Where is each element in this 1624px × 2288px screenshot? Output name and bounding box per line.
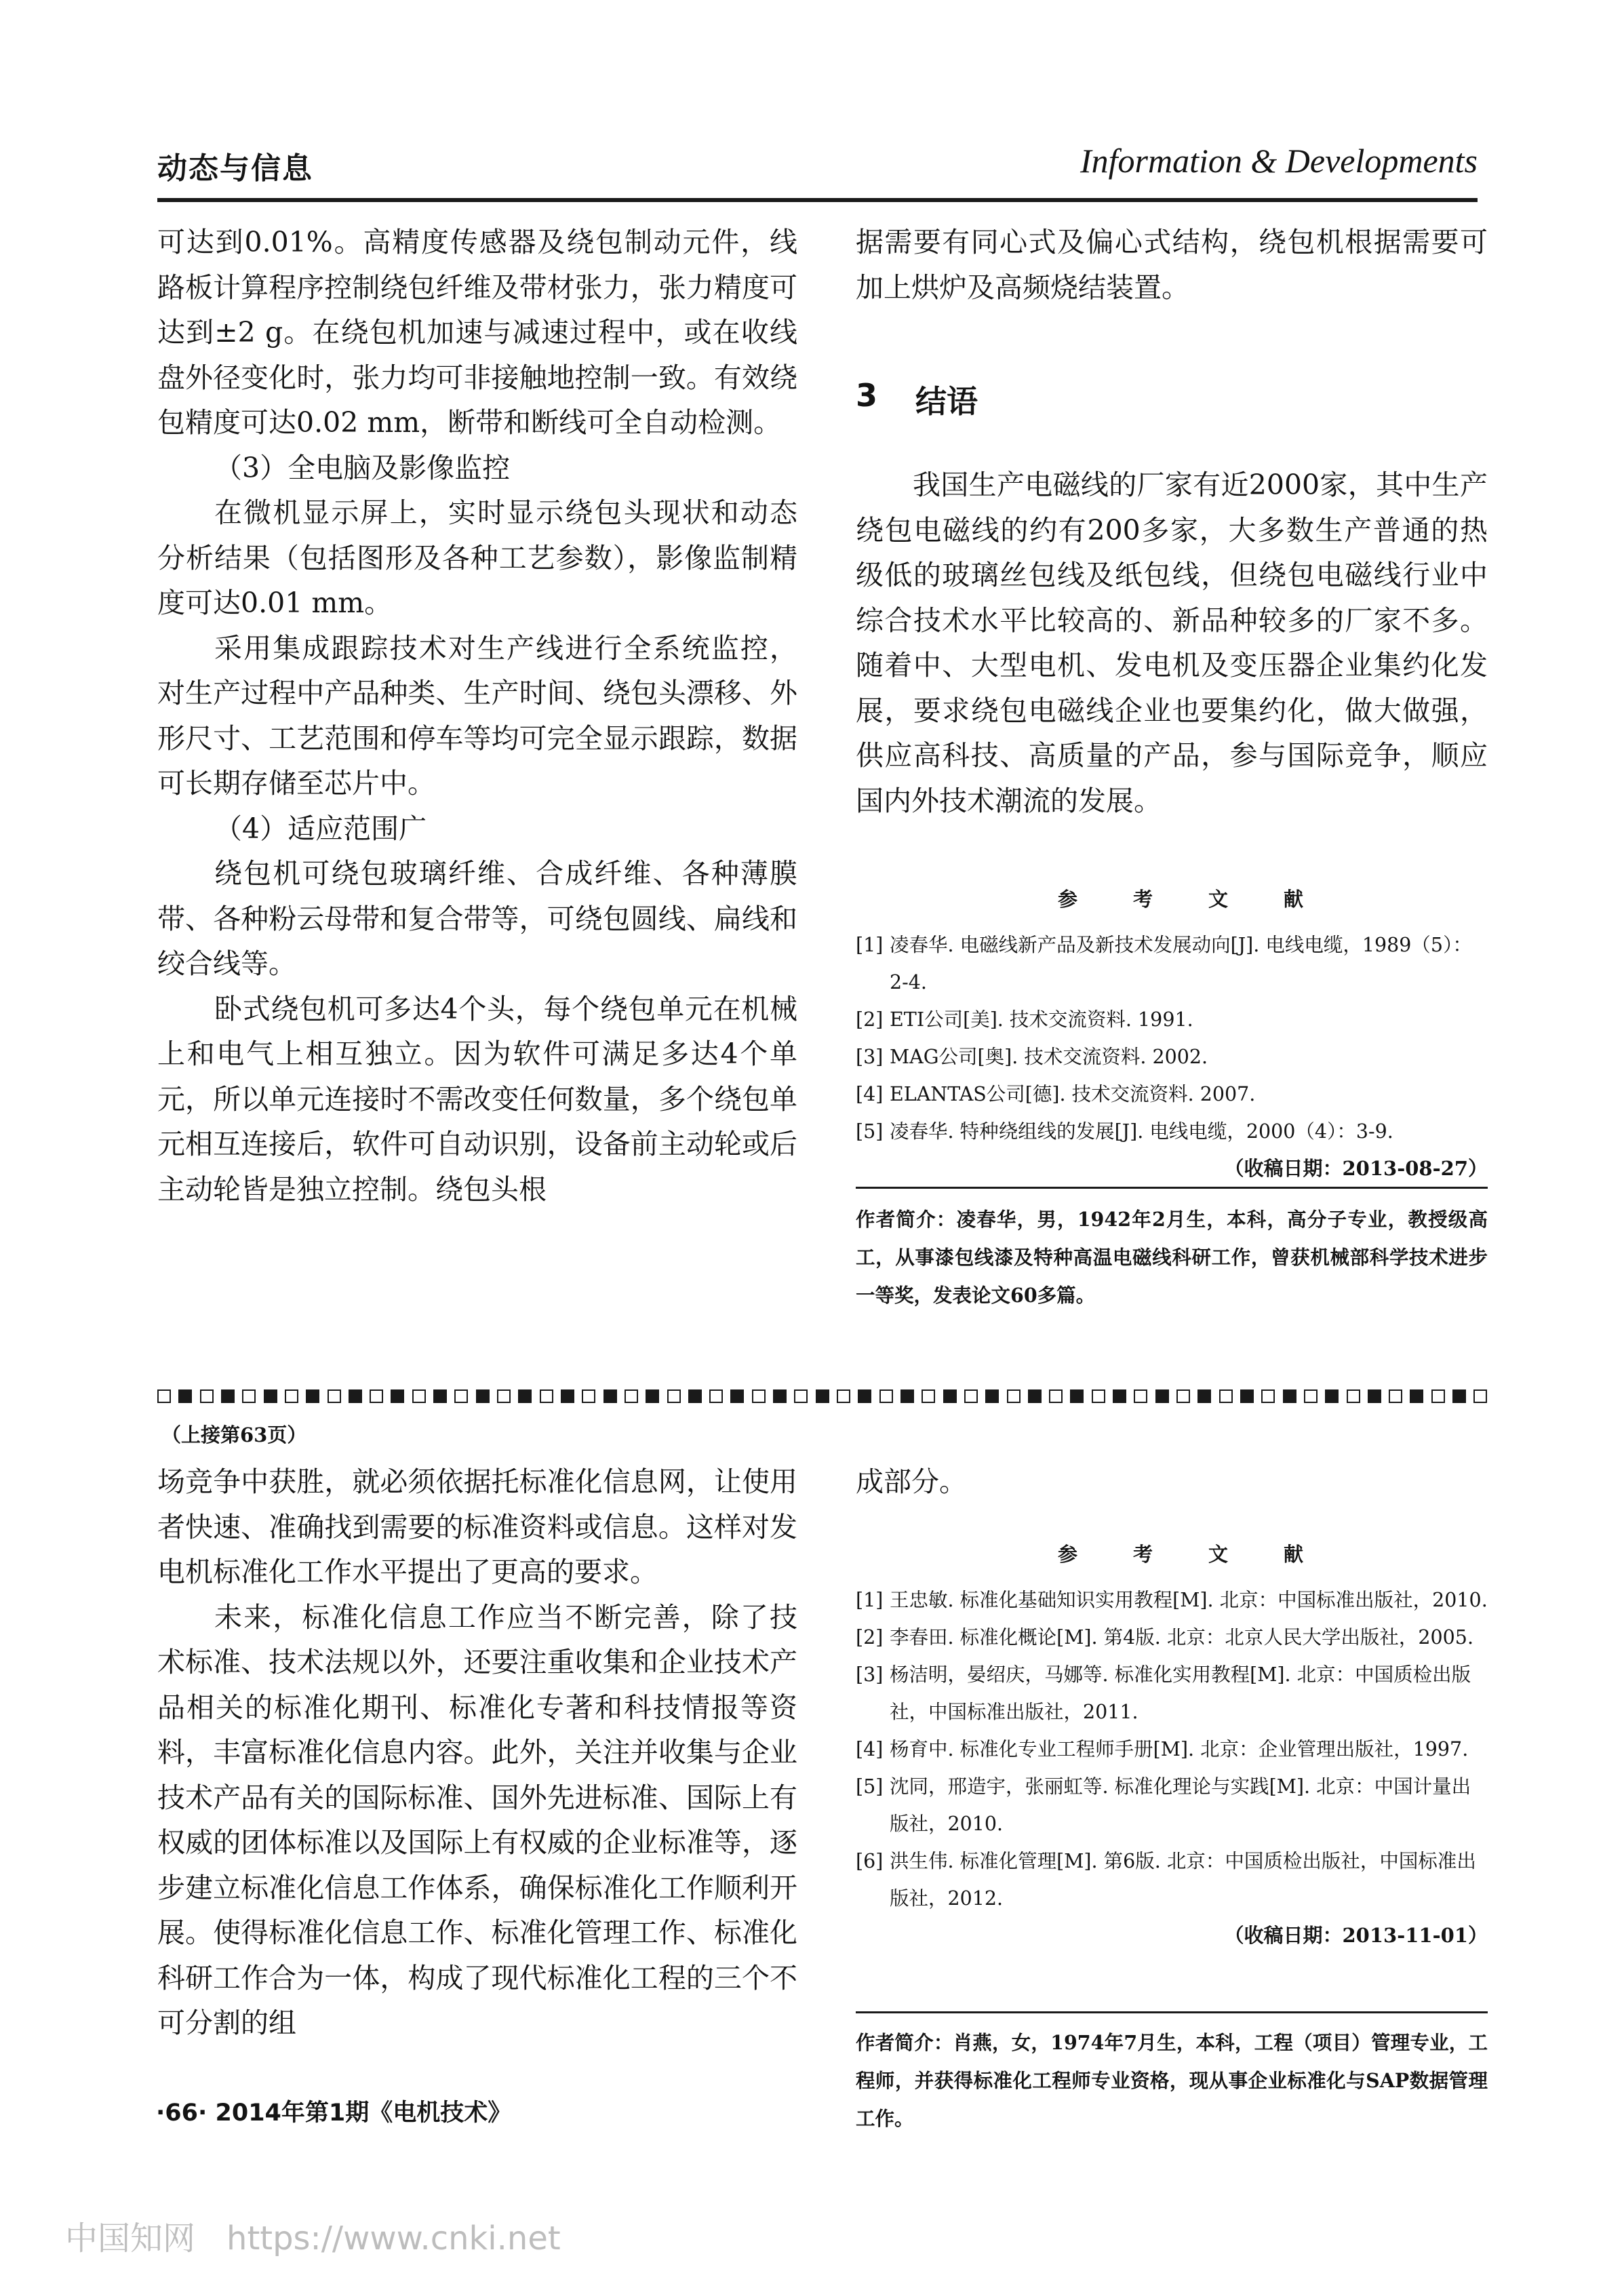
references-list bbox=[856, 1581, 1488, 1954]
paragraph: 未来，标准化信息工作应当不断完善，除了技术标准、技术法规以外，还要注重收集和企业技术产品相关的标准化期刊、标准化专著和科技情报等资料，丰富标准化信息内容。此外，关注并收集与企业技术产品有关的国际标准、国外先进标准、国际上有权威的团体标准以及国际上有权威的企业标准等，逐步建立标准化信息工作体系，确保标准化工作顺利开展。使得标准化信息工作、标准化管理工作、标准化科研工作合为一体，构成了现代标准化工程的三个不可分割的组 bbox=[157, 1600, 797, 2039]
separator-square bbox=[497, 1389, 511, 1403]
reference-number: [2] bbox=[856, 1008, 884, 1031]
separator-square bbox=[730, 1389, 744, 1403]
bottom-left-column bbox=[157, 1459, 797, 2046]
subheading: （4）适应范围广 bbox=[214, 812, 427, 845]
reference-item bbox=[856, 1038, 1488, 1076]
separator-square bbox=[1473, 1389, 1487, 1403]
cnki-watermark bbox=[65, 2212, 592, 2259]
separator-square bbox=[433, 1389, 447, 1403]
article-separator bbox=[157, 1386, 1488, 1406]
separator-square bbox=[879, 1389, 893, 1403]
reference-item bbox=[856, 1619, 1488, 1656]
reference-number: [1] bbox=[856, 1589, 884, 1611]
separator-square bbox=[306, 1389, 319, 1403]
separator-square bbox=[667, 1389, 681, 1403]
separator-square bbox=[837, 1389, 850, 1403]
separator-square bbox=[1007, 1389, 1021, 1403]
watermark-site: 中国知网 bbox=[65, 2220, 196, 2257]
bio-rule bbox=[856, 1187, 1488, 1189]
author-bio: 作者简介：凌春华，男，1942年2月生，本科，高分子专业，教授级高工，从事漆包线漆及特种高温电磁线科研工作，曾获机械部科学技术进步一等奖，发表论文60多篇。 bbox=[856, 1208, 1488, 1307]
reference-text: 沈同，邢造宇，张丽虹等. 标准化理论与实践[M]. 北京：中国计量出版社，2010. bbox=[890, 1775, 1471, 1835]
separator-square bbox=[900, 1389, 914, 1403]
separator-square bbox=[858, 1389, 871, 1403]
separator-square bbox=[964, 1389, 978, 1403]
separator-square bbox=[454, 1389, 468, 1403]
bio-rule bbox=[856, 2011, 1488, 2013]
page-footer: ·66· 2014年第1期《电机技术》 bbox=[156, 2099, 512, 2127]
section-header: 动态与信息 bbox=[157, 151, 313, 186]
separator-square bbox=[200, 1389, 214, 1403]
reference-item bbox=[856, 1656, 1488, 1731]
separator-square bbox=[285, 1389, 298, 1403]
reference-text: 杨育中. 标准化专业工程师手册[M]. 北京：企业管理出版社，1997. bbox=[890, 1738, 1469, 1760]
separator-square bbox=[794, 1389, 808, 1403]
reference-text: 杨洁明，晏绍庆，马娜等. 标准化实用教程[M]. 北京：中国质检出版社，中国标准出版社，2011. bbox=[890, 1663, 1471, 1723]
separator-square bbox=[1176, 1389, 1190, 1403]
reference-number: [4] bbox=[856, 1083, 884, 1105]
reference-item bbox=[856, 1113, 1488, 1150]
separator-square bbox=[1028, 1389, 1042, 1403]
separator-square bbox=[709, 1389, 723, 1403]
reference-item bbox=[856, 1001, 1488, 1038]
separator-square bbox=[1325, 1389, 1339, 1403]
separator-square bbox=[476, 1389, 490, 1403]
references-list bbox=[856, 926, 1488, 1187]
separator-square bbox=[1134, 1389, 1147, 1403]
separator-square bbox=[518, 1389, 532, 1403]
paragraph: 在微机显示屏上，实时显示绕包头现状和动态分析结果（包括图形及各种工艺参数），影像监制精度可达0.01 mm。 bbox=[157, 496, 797, 619]
conclusion-column bbox=[856, 462, 1488, 823]
separator-square bbox=[603, 1389, 617, 1403]
separator-square bbox=[773, 1389, 787, 1403]
separator-square bbox=[1070, 1389, 1084, 1403]
section-title: 结语 bbox=[915, 383, 978, 420]
reference-text: 王忠敏. 标准化基础知识实用教程[M]. 北京：中国标准出版社，2010. bbox=[890, 1589, 1488, 1611]
separator-square bbox=[582, 1389, 595, 1403]
separator-square bbox=[1389, 1389, 1402, 1403]
bottom-right-paragraph: 成部分。 bbox=[856, 1465, 967, 1498]
separator-square bbox=[1219, 1389, 1233, 1403]
reference-number: [1] bbox=[856, 934, 884, 956]
reference-number: [6] bbox=[856, 1850, 884, 1872]
separator-square bbox=[178, 1389, 192, 1403]
section-header-english: Information & Developments bbox=[1080, 142, 1478, 180]
reference-number: [3] bbox=[856, 1663, 884, 1686]
separator-square bbox=[816, 1389, 829, 1403]
paragraph: 采用集成跟踪技术对生产线进行全系统监控，对生产过程中产品种类、生产时间、绕包头漂移、外形尺寸、工艺范围和停车等均可完全显示跟踪，数据可长期存储至芯片中。 bbox=[157, 631, 797, 800]
reference-text: MAG公司[奥]. 技术交流资料. 2002. bbox=[890, 1046, 1208, 1068]
reference-number: [5] bbox=[856, 1120, 884, 1143]
watermark-url: https://www.cnki.net bbox=[226, 2220, 561, 2257]
subheading: （3）全电脑及影像监控 bbox=[214, 451, 511, 484]
separator-square bbox=[1092, 1389, 1105, 1403]
reference-text: ETI公司[美]. 技术交流资料. 1991. bbox=[890, 1008, 1193, 1031]
reference-text: 凌春华. 特种绕组线的发展[J]. 电线电缆，2000（4）：3-9. bbox=[890, 1120, 1393, 1143]
reference-number: [5] bbox=[856, 1775, 884, 1798]
separator-square bbox=[922, 1389, 935, 1403]
reference-item bbox=[856, 1581, 1488, 1619]
received-date: （收稿日期：2013-08-27） bbox=[1224, 1157, 1488, 1180]
separator-square bbox=[752, 1389, 766, 1403]
separator-square bbox=[540, 1389, 553, 1403]
references-heading: 参考文献 bbox=[1058, 888, 1360, 911]
author-bio: 作者简介：肖燕，女，1974年7月生，本科，工程（项目）管理专业，工程师，并获得标准化工程师专业资格，现从事企业标准化与SAP数据管理工作。 bbox=[856, 2031, 1488, 2130]
separator-square bbox=[1113, 1389, 1126, 1403]
separator-square bbox=[1240, 1389, 1254, 1403]
separator-square bbox=[625, 1389, 638, 1403]
separator-square bbox=[646, 1389, 659, 1403]
header-rule bbox=[157, 198, 1478, 202]
separator-square bbox=[1304, 1389, 1318, 1403]
separator-square bbox=[1368, 1389, 1381, 1403]
separator-square bbox=[370, 1389, 383, 1403]
reference-item bbox=[856, 1731, 1488, 1768]
reference-number: [4] bbox=[856, 1738, 884, 1760]
reference-item bbox=[856, 1842, 1488, 1917]
separator-square bbox=[221, 1389, 235, 1403]
reference-item bbox=[856, 926, 1488, 1001]
reference-number: [3] bbox=[856, 1046, 884, 1068]
separator-square bbox=[264, 1389, 277, 1403]
separator-square bbox=[1197, 1389, 1211, 1403]
paragraph: 我国生产电磁线的厂家有近2000家，其中生产绕包电磁线的约有200多家，大多数生产普通的热级低的玻璃丝包线及纸包线，但绕包电磁线行业中综合技术水平比较高的、新品种较多的厂家不多。随着中、大型电机、发电机及变压器企业集约化发展，要求绕包电磁线企业也要集约化，做大做强，供应高科技、高质量的产品，参与国际竞争，顺应国内外技术潮流的发展。 bbox=[856, 469, 1488, 817]
received-date: （收稿日期：2013-11-01） bbox=[1224, 1924, 1488, 1947]
separator-square bbox=[242, 1389, 256, 1403]
reference-item bbox=[856, 1076, 1488, 1113]
separator-square bbox=[328, 1389, 341, 1403]
reference-text: 李春田. 标准化概论[M]. 第4版. 北京：北京人民大学出版社，2005. bbox=[890, 1626, 1473, 1649]
separator-square bbox=[1261, 1389, 1275, 1403]
separator-square bbox=[985, 1389, 999, 1403]
paragraph: 卧式绕包机可多达4个头，每个绕包单元在机械上和电气上相互独立。因为软件可满足多达4个单元，所以单元连接时不需改变任何数量，多个绕包单元相互连接后，软件可自动识别，设备前主动轮或后主动轮皆是独立控制。绕包头根 bbox=[157, 992, 797, 1206]
reference-text: 洪生伟. 标准化管理[M]. 第6版. 北京：中国质检出版社，中国标准出版社，2012. bbox=[890, 1850, 1476, 1910]
separator-square bbox=[1431, 1389, 1445, 1403]
section-number: 3 bbox=[856, 377, 878, 414]
separator-square bbox=[943, 1389, 957, 1403]
top-left-column bbox=[157, 220, 797, 1212]
continued-from-note: （上接第63页） bbox=[161, 1423, 307, 1446]
references-heading: 参考文献 bbox=[1058, 1543, 1360, 1566]
paragraph: 可达到0.01%。高精度传感器及绕包制动元件，线路板计算程序控制绕包纤维及带材张力，张力精度可达到±2 g。在绕包机加速与减速过程中，或在收线盘外径变化时，张力均可非接触地控制一致。有效绕包精度可达0.02 mm，断带和断线可全自动检测。 bbox=[157, 226, 797, 439]
separator-square bbox=[1452, 1389, 1466, 1403]
reference-text: 凌春华. 电磁线新产品及新技术发展动向[J]. 电线电缆，1989（5）：2-4. bbox=[890, 934, 1472, 993]
paragraph: 场竞争中获胜，就必须依据托标准化信息网，让使用者快速、准确找到需要的标准资料或信息。这样对发电机标准化工作水平提出了更高的要求。 bbox=[157, 1465, 797, 1588]
separator-square bbox=[391, 1389, 404, 1403]
separator-square bbox=[1283, 1389, 1296, 1403]
reference-number: [2] bbox=[856, 1626, 884, 1649]
separator-square bbox=[1049, 1389, 1063, 1403]
reference-text: ELANTAS公司[德]. 技术交流资料. 2007. bbox=[890, 1083, 1256, 1105]
separator-square bbox=[561, 1389, 574, 1403]
separator-square bbox=[157, 1389, 171, 1403]
separator-square bbox=[412, 1389, 426, 1403]
reference-item bbox=[856, 1768, 1488, 1842]
separator-square bbox=[1410, 1389, 1423, 1403]
top-right-paragraph: 据需要有同心式及偏心式结构，绕包机根据需要可加上烘炉及高频烧结装置。 bbox=[856, 226, 1488, 304]
separator-square bbox=[1347, 1389, 1360, 1403]
paragraph: 绕包机可绕包玻璃纤维、合成纤维、各种薄膜带、各种粉云母带和复合带等，可绕包圆线、扁线和绞合线等。 bbox=[157, 857, 797, 980]
separator-square bbox=[1155, 1389, 1169, 1403]
separator-square bbox=[349, 1389, 362, 1403]
separator-square bbox=[688, 1389, 702, 1403]
